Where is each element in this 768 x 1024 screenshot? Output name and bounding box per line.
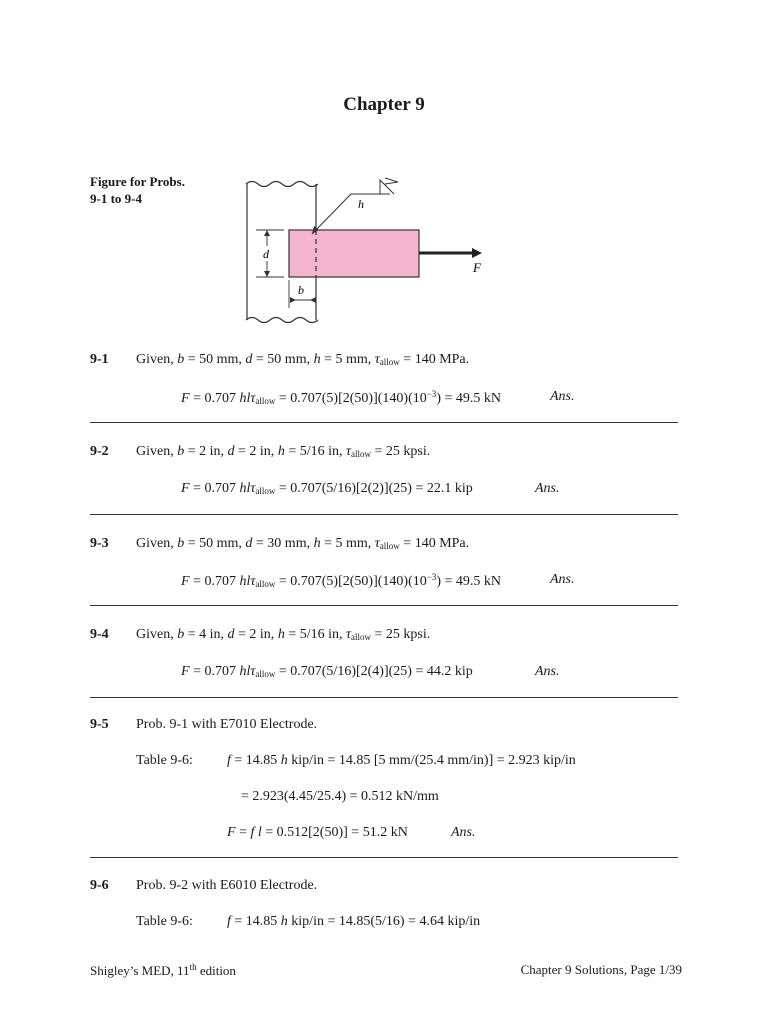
problem-statement: Prob. 9-2 with E6010 Electrode. <box>136 878 318 893</box>
problem-given: Given, b = 50 mm, d = 50 mm, h = 5 mm, $\tau_{allow} = 140$ MPa. <box>136 352 470 367</box>
force-arrow <box>419 248 482 258</box>
problem-number: 9-3 <box>90 536 109 551</box>
footer-book-title: Shigley’s MED, 11th edition <box>90 962 236 978</box>
d-dimension <box>256 230 284 277</box>
weld-symbol <box>312 178 398 234</box>
problem-number: 9-1 <box>90 352 109 367</box>
divider <box>90 422 678 423</box>
table-reference: Table 9-6: <box>136 914 193 929</box>
divider <box>90 514 678 515</box>
problem-number: 9-4 <box>90 627 109 642</box>
problem-equation: f = 14.85 h kip/in = 14.85(5/16) = 4.64 kip/in <box>227 914 481 929</box>
problem-equation: = 2.923(4.45/25.4) = 0.512 kN/mm <box>241 789 439 804</box>
weld-size-label: h <box>358 197 364 211</box>
problem-equation: F = f l = 0.512[2(50)] = 51.2 kN <box>227 825 408 840</box>
problem-given: Given, b = 2 in, d = 2 in, h = 5/16 in, $\tau_{allow} = 25$ kpsi. <box>136 444 431 459</box>
problem-number: 9-6 <box>90 878 109 893</box>
problem-given: Given, b = 50 mm, d = 30 mm, h = 5 mm, $\tau_{allow} = 140$ MPa. <box>136 536 470 551</box>
problem-equation: f = 14.85 h kip/in = 14.85 [5 mm/(25.4 mm/in)] = 2.923 kip/in <box>227 753 576 768</box>
problem-equation: F = 0.707 $hl\tau_{allow} = 0.707(5)[2(50)](140)(10^{-3}) = 49.5$ kN <box>181 389 501 406</box>
chapter-title: Chapter 9 <box>343 94 425 115</box>
problem-number: 9-2 <box>90 444 109 459</box>
problem-equation: F = 0.707 $hl\tau_{allow} = 0.707(5)[2(50)](140)(10^{-3}) = 49.5$ kN <box>181 572 501 589</box>
problem-given: Given, b = 4 in, d = 2 in, h = 5/16 in, $\tau_{allow} = 25$ kpsi. <box>136 627 431 642</box>
problem-equation: F = 0.707 hlτ$_{allow}$ = 0.707(5/16)[2(2)](25) = 22.1 kip <box>181 481 473 496</box>
d-label: d <box>263 247 269 261</box>
b-label: b <box>298 283 304 297</box>
force-label: F <box>473 260 481 275</box>
figure-caption-line2: 9-1 to 9-4 <box>90 191 142 206</box>
divider <box>90 857 678 858</box>
weld-figure <box>240 172 490 330</box>
footer-page-number: Chapter 9 Solutions, Page 1/39 <box>520 962 682 977</box>
problem-statement: Prob. 9-1 with E7010 Electrode. <box>136 717 318 732</box>
divider <box>90 697 678 698</box>
problem-equation: F = 0.707 hlτ$_{allow}$ = 0.707(5/16)[2(4)](25) = 44.2 kip <box>181 664 473 679</box>
table-reference: Table 9-6: <box>136 753 193 768</box>
answer-label: Ans. <box>550 389 575 404</box>
figure-caption-line1: Figure for Probs. <box>90 174 185 189</box>
problem-number: 9-5 <box>90 717 109 732</box>
divider <box>90 605 678 606</box>
answer-label: Ans. <box>451 825 476 840</box>
answer-label: Ans. <box>535 481 560 496</box>
attached-bar <box>289 230 419 277</box>
answer-label: Ans. <box>550 572 575 587</box>
answer-label: Ans. <box>535 664 560 679</box>
